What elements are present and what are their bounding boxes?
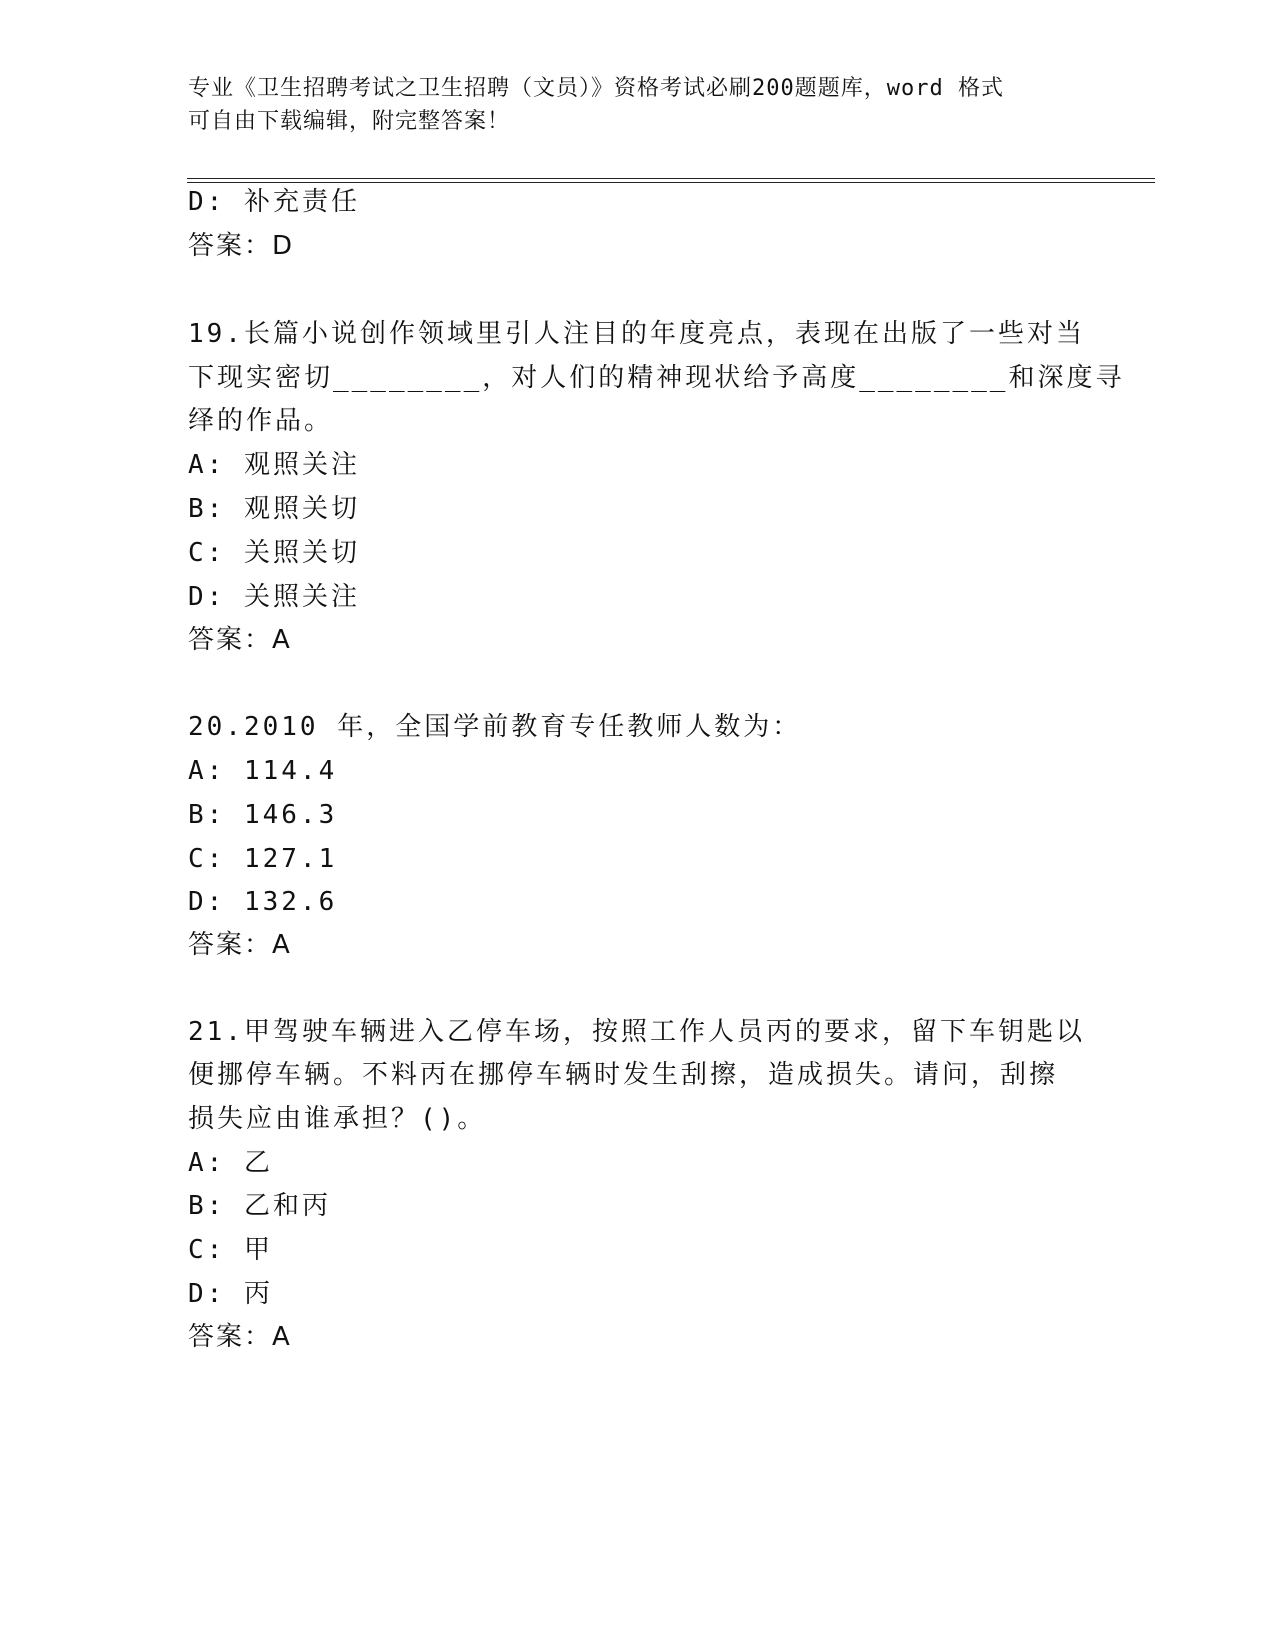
q19-option-a: A: 观照关注 bbox=[188, 450, 360, 480]
q21-line-2: 便挪停车辆。不料丙在挪停车辆时发生刮擦，造成损失。请问，刮擦 bbox=[188, 1060, 1059, 1090]
q21-line-3: 损失应由谁承担？()。 bbox=[188, 1104, 487, 1134]
q19-line-3: 绎的作品。 bbox=[188, 406, 334, 436]
q21-option-c: C: 甲 bbox=[188, 1235, 273, 1265]
q21-option-a: A: 乙 bbox=[188, 1148, 273, 1178]
q19-option-d: D: 关照关注 bbox=[188, 582, 360, 612]
prev-option-d: D: 补充责任 bbox=[188, 187, 360, 217]
q19-line-1: 19.长篇小说创作领域里引人注目的年度亮点，表现在出版了一些对当 bbox=[188, 319, 1085, 349]
document-header bbox=[188, 72, 1078, 138]
header-line-1: 专业《卫生招聘考试之卫生招聘（文员）》资格考试必刷200题题库，word 格式 bbox=[188, 76, 1004, 101]
header-rule-bottom bbox=[187, 182, 1155, 183]
q21-option-d: D: 丙 bbox=[188, 1279, 273, 1309]
q21-line-1: 21.甲驾驶车辆进入乙停车场，按照工作人员丙的要求，留下车钥匙以 bbox=[188, 1017, 1085, 1047]
q20-line-1: 20.2010 年，全国学前教育专任教师人数为： bbox=[188, 712, 802, 742]
q20-option-c: C: 127.1 bbox=[188, 844, 338, 874]
q20-option-d: D: 132.6 bbox=[188, 887, 338, 917]
q19-answer: 答案：A bbox=[188, 625, 292, 655]
q19-option-b: B: 观照关切 bbox=[188, 494, 360, 524]
prev-answer: 答案：D bbox=[188, 231, 295, 261]
q20-option-b: B: 146.3 bbox=[188, 800, 338, 830]
q19-option-c: C: 关照关切 bbox=[188, 538, 360, 568]
q20-option-a: A: 114.4 bbox=[188, 756, 338, 786]
header-rule-top bbox=[187, 178, 1155, 179]
q19-line-2: 下现实密切________，对人们的精神现状给予高度________和深度寻 bbox=[188, 363, 1125, 393]
q20-answer: 答案：A bbox=[188, 930, 292, 960]
q21-answer: 答案：A bbox=[188, 1322, 292, 1352]
header-line-2: 可自由下载编辑，附完整答案！ bbox=[188, 109, 511, 134]
q21-option-b: B: 乙和丙 bbox=[188, 1191, 331, 1221]
